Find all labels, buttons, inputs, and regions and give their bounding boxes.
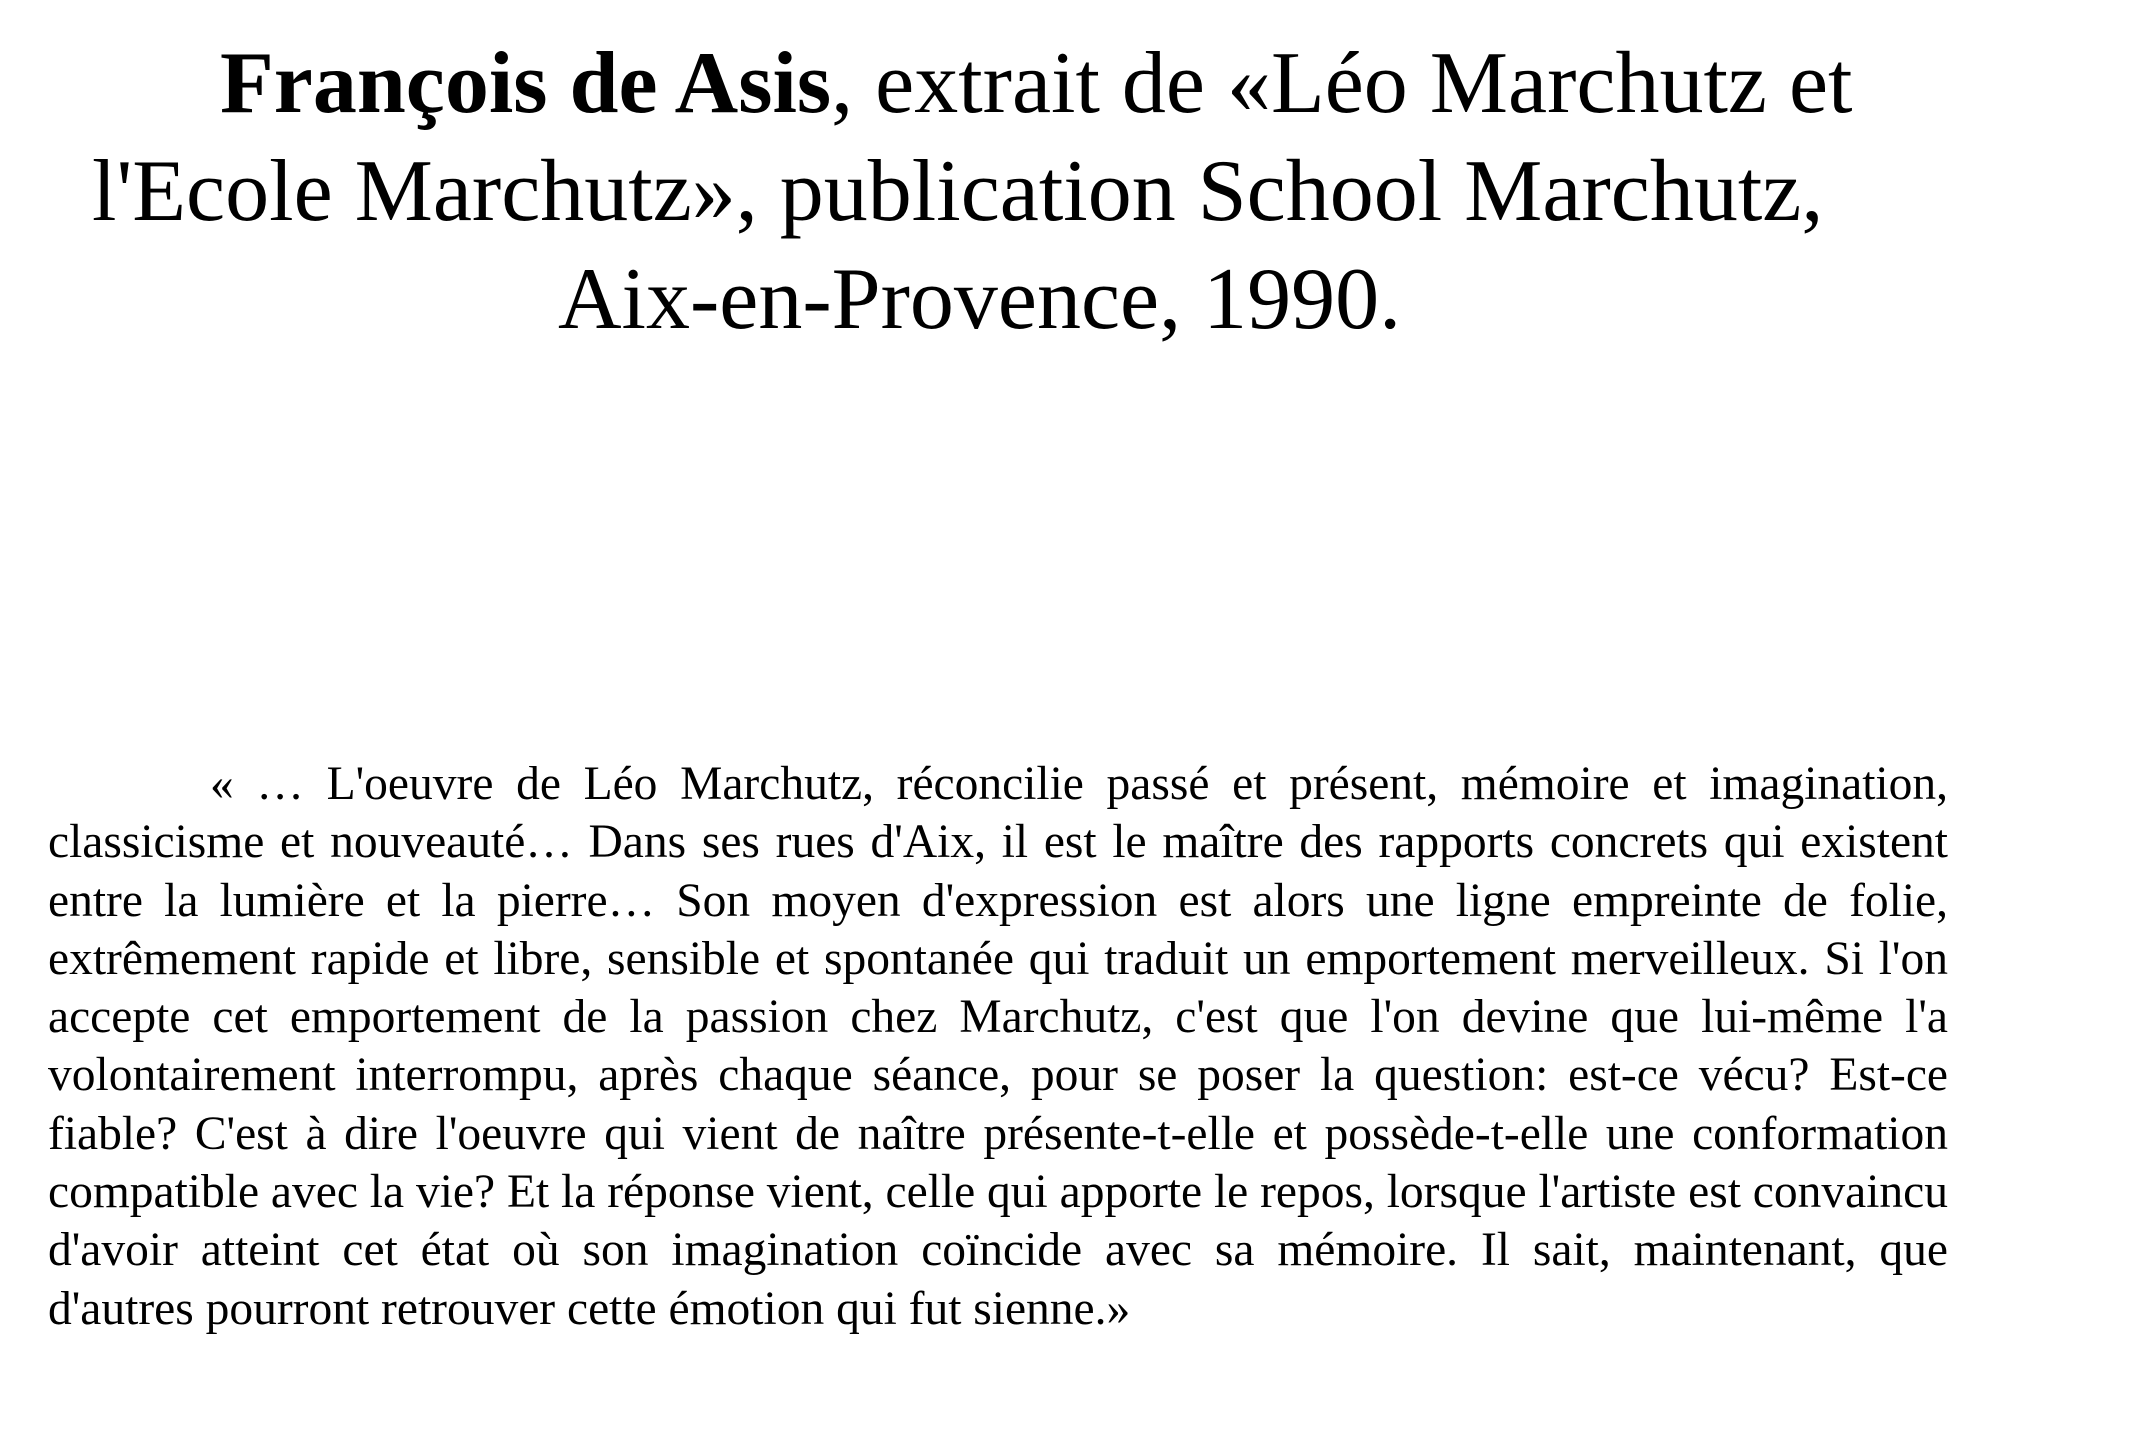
- title-line-1-rest: , extrait de «Léo Marchutz et: [831, 35, 1853, 132]
- title-line-1: [60, 30, 1960, 138]
- title-line-3: Aix-en-Provence, 1990.: [558, 251, 1402, 348]
- quote-text: « … L'oeuvre de Léo Marchutz, réconcilie passé et présent, mémoire et imagination, classicisme et nouveauté… Dans ses rues d'Aix, il est le maître des rapports concrets qui existent entre la lumière et la pierre… Son moyen d'expression est alors une ligne empreinte de folie, extrêmement rapide et libre, sensible et spontanée qui traduit un emportement merveilleux. Si l'on accepte cet emportement de la passion chez Marchutz, c'est que l'on devine que lui-même l'a volontairement interrompu, après chaque séance, pour se poser la question: est-ce vécu? Est-ce fiable? C'est à dire l'oeuvre qui vient de naître présente-t-elle et possède-t-elle une conformation compatible avec la vie? Et la réponse vient, celle qui apporte le repos, lorsque l'artiste est convaincu d'avoir atteint cet état où son imagination coïncide avec sa mémoire. Il sait, maintenant, que d'autres pourront retrouver cette émotion qui fut sienne.»: [48, 758, 1948, 1335]
- author-name: François de Asis: [220, 35, 832, 132]
- document-title: [60, 30, 1960, 354]
- title-line-2: l'Ecole Marchutz», publication School Marchutz,: [92, 143, 1824, 240]
- quote-paragraph: [48, 755, 1948, 1338]
